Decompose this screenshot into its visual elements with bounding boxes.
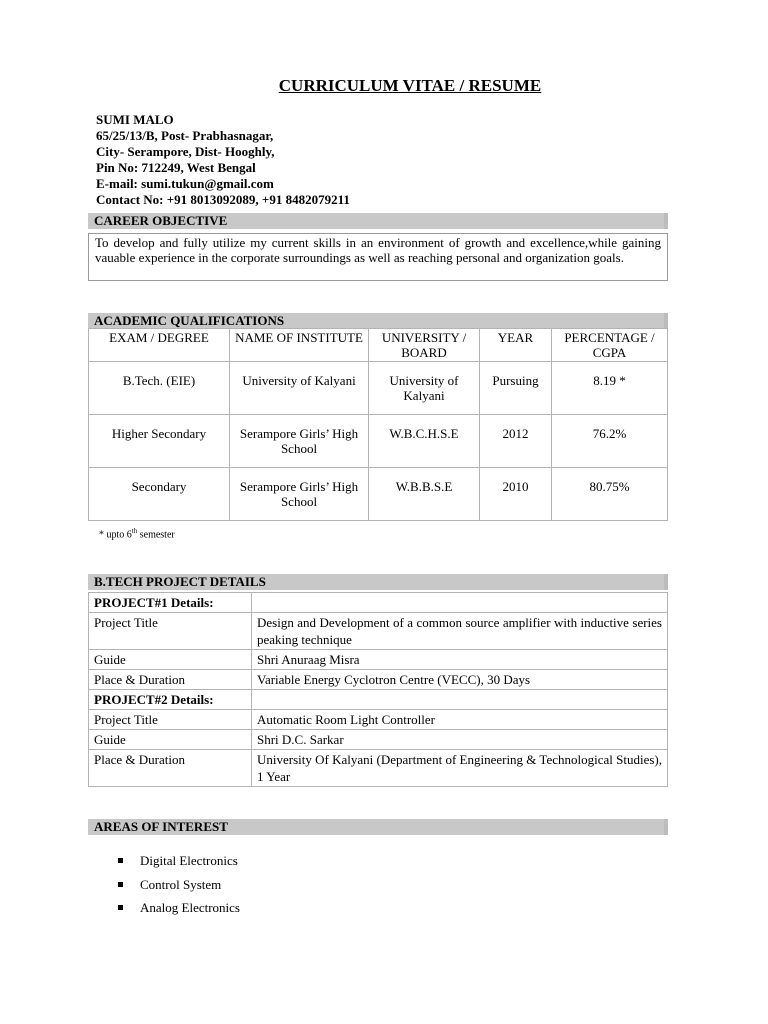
interest-label: Digital Electronics (140, 853, 238, 868)
projects-table (88, 592, 668, 787)
academic-table (88, 328, 668, 521)
address-line-3: Pin No: 712249, West Bengal (96, 160, 256, 175)
interest-label: Analog Electronics (140, 900, 240, 915)
project2-place: University Of Kalyani (Department of Engineering & Technological Studies), 1 Year (252, 750, 668, 787)
footnote-suffix: semester (137, 529, 175, 541)
project1-title: Design and Development of a common source amplifier with inductive series peaking technique (252, 613, 668, 650)
academic-heading: ACADEMIC QUALIFICATIONS (88, 313, 668, 329)
projects-heading: B.TECH PROJECT DETAILS (88, 574, 668, 590)
project1-heading: PROJECT#1 Details: (89, 593, 252, 613)
table-row (89, 670, 668, 690)
cell-year: 2012 (480, 415, 552, 468)
table-row (89, 593, 668, 613)
project1-title-label: Project Title (89, 613, 252, 650)
table-row (89, 750, 668, 787)
col-board: UNIVERSITY / BOARD (369, 329, 480, 362)
contact-block (96, 112, 350, 208)
cell-year: Pursuing (480, 362, 552, 415)
project2-place-label: Place & Duration (89, 750, 252, 787)
table-row (89, 613, 668, 650)
cell-exam: Secondary (89, 468, 230, 521)
table-row (89, 710, 668, 730)
career-objective-text: To develop and fully utilize my current skills in an environment of growth and excellence,while gaining vauable experience in the corporate surroundings as well as reaching personal and organization goals. (88, 233, 668, 281)
cell-institute: Serampore Girls’ High School (230, 468, 369, 521)
list-item (118, 852, 240, 876)
cell-exam: Higher Secondary (89, 415, 230, 468)
table-row (89, 415, 668, 468)
project2-guide-label: Guide (89, 730, 252, 750)
project1-place-label: Place & Duration (89, 670, 252, 690)
document-title: CURRICULUM VITAE / RESUME (278, 76, 542, 95)
cell-year: 2010 (480, 468, 552, 521)
col-score: PERCENTAGE / CGPA (552, 329, 668, 362)
table-row (89, 730, 668, 750)
cell-institute: University of Kalyani (230, 362, 369, 415)
project2-title: Automatic Room Light Controller (252, 710, 668, 730)
col-exam: EXAM / DEGREE (89, 329, 230, 362)
cell-board: W.B.B.S.E (369, 468, 480, 521)
project1-guide-label: Guide (89, 650, 252, 670)
project1-place: Variable Energy Cyclotron Centre (VECC), 30 Days (252, 670, 668, 690)
academic-header-row (89, 329, 668, 362)
candidate-name: SUMI MALO (96, 112, 174, 127)
career-objective-heading: CAREER OBJECTIVE (88, 213, 668, 229)
bullet-icon (118, 905, 123, 910)
project1-guide: Shri Anuraag Misra (252, 650, 668, 670)
project2-title-label: Project Title (89, 710, 252, 730)
bullet-icon (118, 858, 123, 863)
col-year: YEAR (480, 329, 552, 362)
empty-cell (252, 690, 668, 710)
cell-exam: B.Tech. (EIE) (89, 362, 230, 415)
table-row (89, 690, 668, 710)
address-line-2: City- Serampore, Dist- Hooghly, (96, 144, 275, 159)
interests-heading: AREAS OF INTEREST (88, 819, 668, 835)
list-item (118, 899, 240, 923)
cell-institute: Serampore Girls’ High School (230, 415, 369, 468)
footnote-superscript: th (131, 527, 138, 535)
cell-score: 80.75% (552, 468, 668, 521)
table-row (89, 468, 668, 521)
cell-board: W.B.C.H.S.E (369, 415, 480, 468)
email-line: E-mail: sumi.tukun@gmail.com (96, 176, 274, 191)
table-row (89, 650, 668, 670)
cell-score: 8.19 * (552, 362, 668, 415)
bullet-icon (118, 882, 123, 887)
phone-line: Contact No: +91 8013092089, +91 8482079211 (96, 192, 350, 207)
semester-footnote (99, 527, 175, 540)
table-row (89, 362, 668, 415)
project2-guide: Shri D.C. Sarkar (252, 730, 668, 750)
interests-list (118, 852, 240, 923)
col-institute: NAME OF INSTITUTE (230, 329, 369, 362)
cell-board: University of Kalyani (369, 362, 480, 415)
cell-score: 76.2% (552, 415, 668, 468)
footnote-text: * upto 6 (99, 529, 132, 541)
project2-heading: PROJECT#2 Details: (89, 690, 252, 710)
empty-cell (252, 593, 668, 613)
list-item (118, 876, 240, 900)
address-line-1: 65/25/13/B, Post- Prabhasnagar, (96, 128, 274, 143)
interest-label: Control System (140, 876, 222, 892)
